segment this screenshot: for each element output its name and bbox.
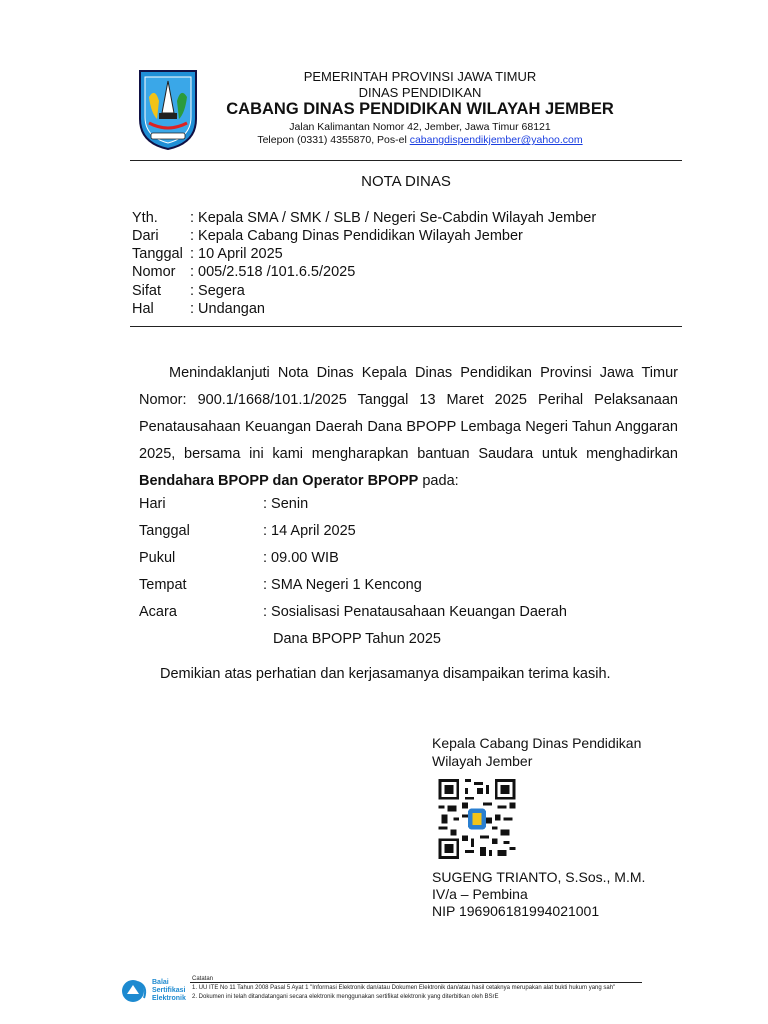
bsre-line: Balai: [152, 979, 169, 986]
detail-label: Acara: [139, 604, 177, 620]
detail-label: Hari: [139, 496, 166, 512]
header-phone: Telepon (0331) 4355870, Pos-el: [257, 134, 410, 146]
header-address: Jalan Kalimantan Nomor 42, Jember, Jawa Timur 68121: [289, 121, 551, 133]
detail-value: : Senin: [263, 496, 309, 512]
detail-value: : 09.00 WIB: [263, 550, 339, 566]
signer-region: Wilayah Jember: [432, 753, 533, 769]
header-contact: [220, 134, 620, 146]
meta-row: [132, 264, 355, 280]
meta-label: Hal: [132, 301, 154, 317]
meta-label: Tanggal: [132, 246, 183, 262]
body-paragraph: [139, 360, 678, 495]
header-government: PEMERINTAH PROVINSI JAWA TIMUR: [303, 69, 537, 84]
detail-row: [139, 550, 339, 566]
meta-value: : Kepala SMA / SMK / SLB / Negeri Se-Cabdin Wilayah Jember: [190, 210, 597, 226]
detail-label: Pukul: [139, 550, 176, 566]
paragraph-end: pada:: [418, 473, 459, 489]
meta-value: : Segera: [190, 283, 245, 299]
meta-value: : 10 April 2025: [190, 246, 283, 262]
detail-value: : SMA Negeri 1 Kencong: [263, 577, 422, 593]
header-divider: [130, 160, 682, 161]
meta-label: Yth.: [132, 210, 158, 226]
meta-value: : Undangan: [190, 301, 265, 317]
bsre-name: [152, 979, 186, 1003]
header-department: DINAS PENDIDIKAN: [358, 85, 482, 100]
detail-label: Tanggal: [139, 523, 190, 539]
footer-note: 1. UU ITE No 11 Tahun 2008 Pasal 5 Ayat 1 "Informasi Elektronik dan/atau Dokumen Elektronik dan/atau hasil cetaknya merupakan alat bukti hukum yang sah": [192, 985, 616, 991]
meta-row: [132, 301, 265, 317]
signature-qr-code-icon: [438, 779, 516, 859]
meta-row: [132, 228, 523, 244]
detail-row: [139, 577, 422, 593]
detail-row: [139, 523, 356, 539]
document-title: NOTA DINAS: [361, 173, 451, 190]
footer-catatan: Catatan: [192, 976, 214, 982]
header-branch-office: CABANG DINAS PENDIDIKAN WILAYAH JEMBER: [226, 100, 614, 118]
meta-label: Sifat: [132, 283, 162, 299]
meta-label: Dari: [132, 228, 159, 244]
meta-row: [132, 210, 596, 226]
meta-row: [132, 246, 283, 262]
footer-divider: [190, 982, 642, 983]
detail-label: Tempat: [139, 577, 187, 593]
header-email-link[interactable]: cabangdispendikjember@yahoo.com: [409, 134, 583, 146]
meta-row: [132, 283, 245, 299]
meta-label: Nomor: [132, 264, 176, 280]
meta-divider: [130, 326, 682, 327]
detail-value: : 14 April 2025: [263, 523, 356, 539]
signer-name: SUGENG TRIANTO, S.Sos., M.M.: [432, 869, 646, 885]
detail-row: [139, 604, 567, 620]
meta-value: : 005/2.518 /101.6.5/2025: [190, 264, 356, 280]
signer-rank: IV/a – Pembina: [432, 886, 528, 902]
detail-row: [139, 496, 308, 512]
signer-nip: NIP 196906181994021001: [432, 903, 600, 919]
provincial-emblem-logo: [137, 67, 199, 151]
bsre-line: Elektronik: [152, 995, 186, 1002]
meta-value: : Kepala Cabang Dinas Pendidikan Wilayah Jember: [190, 228, 523, 244]
paragraph-bold-text: Bendahara BPOPP dan Operator BPOPP: [139, 473, 419, 489]
signer-position: Kepala Cabang Dinas Pendidikan: [432, 735, 642, 751]
paragraph-text: Menindaklanjuti Nota Dinas Kepala Dinas Pendidikan Provinsi Jawa Timur Nomor: 900.1/1668/101.1/2025 Tanggal 13 Maret 2025 Perihal Pelaksanaan Penatausahaan Keuangan Daerah Dana BPOPP Lembaga Negeri Tahun Anggaran 2025, bersama ini kami mengharapkan bantuan Saudara untuk menghadirkan: [139, 365, 678, 462]
detail-continuation: Dana BPOPP Tahun 2025: [273, 631, 441, 647]
footer-note: 2. Dokumen ini telah ditandatangani secara elektronik menggunakan sertifikat elektronik yang diterbitkan oleh BSrE: [192, 994, 499, 1000]
detail-value: : Sosialisasi Penatausahaan Keuangan Daerah: [263, 604, 567, 620]
bsre-logo-icon: [120, 978, 150, 1004]
bsre-line: Sertifikasi: [152, 987, 186, 994]
closing-sentence: Demikian atas perhatian dan kerjasamanya disampaikan terima kasih.: [160, 666, 611, 682]
